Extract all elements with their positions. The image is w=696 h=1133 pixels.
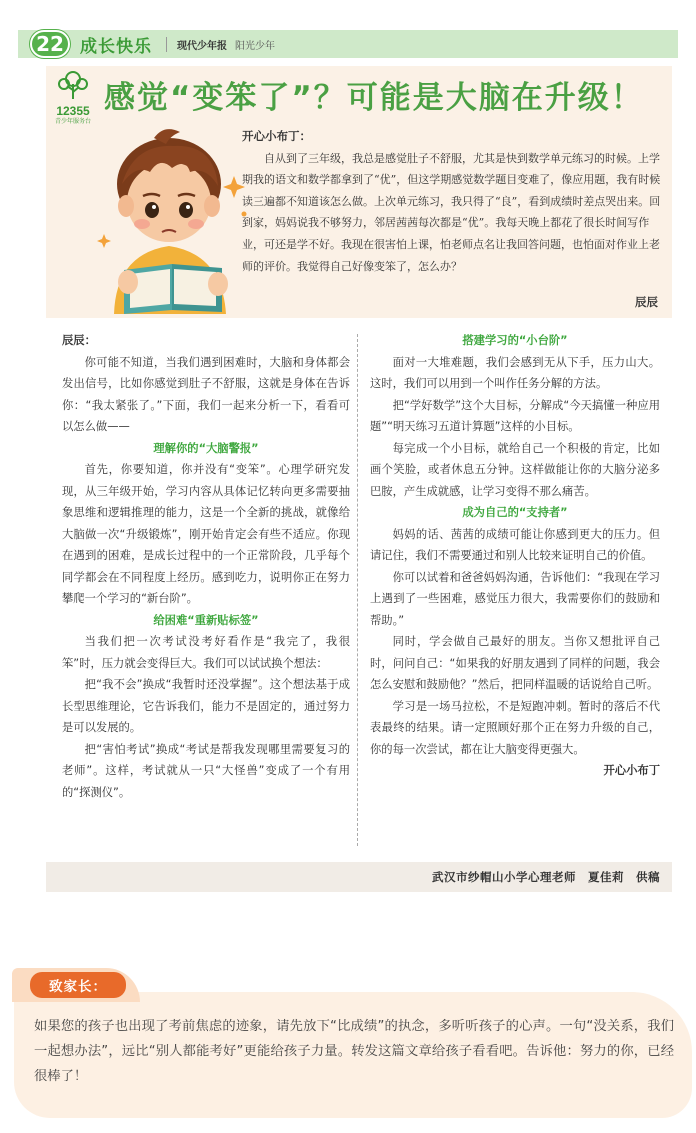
article-signature: 开心小布丁: [603, 764, 660, 777]
letter-box: [46, 66, 672, 318]
paper-name: 现代少年报: [166, 37, 227, 52]
paragraph: 面对一大堆难题，我们会感到无从下手，压力山大。这时，我们可以用到一个叫作任务分解的方法。: [370, 355, 660, 390]
author-credit: 武汉市纱帽山小学心理老师 夏佳莉 供稿: [46, 862, 672, 892]
paragraph: 把“我不会”换成“我暂时还没掌握”。这个想法基于成长型思维理论，它告诉我们，能力不是固定的，通过努力是可以发展的。: [62, 678, 350, 734]
letter-salutation: 开心小布丁：: [242, 129, 311, 143]
parent-note-label: 致家长：: [30, 972, 126, 998]
sub-heading: 给困难“重新贴标签”: [153, 613, 259, 627]
paragraph: 学习是一场马拉松，不是短跑冲刺。暂时的落后不代表最终的结果。请一定照顾好那个正在努力升级的自己，你的每一次尝试，都在让大脑变得更强大。: [370, 699, 660, 756]
article-left-column: [62, 330, 350, 803]
paragraph: 同时，学会做自己最好的朋友。当你又想批评自己时，问问自己：“如果我的好朋友遇到了同样的问题，我会怎么安慰和鼓励他？”然后，把同样温暖的话说给自己听。: [370, 635, 660, 691]
paragraph: 首先，你要知道，你并没有“变笨”。心理学研究发现，从三年级开始，学习内容从具体记忆转向更多需要抽象思维和逻辑推理的能力，这是一个全新的挑战，就像给大脑做一次“升级锻炼”，刚开始肯定会有些不适应。你现在遇到的困难，是成长过程中的一个正常阶段，几乎每个同学都会在不同程度上经历。感到吃力，说明你正在努力攀爬一个学习的“新台阶”。: [62, 463, 350, 605]
logo-subtitle: 青少年服务台: [54, 118, 91, 125]
logo: [50, 70, 96, 130]
paragraph: 每完成一个小目标，就给自己一个积极的肯定，比如画个笑脸，或者休息五分钟。这样做能让你的大脑分泌多巴胺，产生成就感，让学习变得不那么痛苦。: [370, 441, 660, 498]
section-name: 成长快乐: [80, 36, 152, 57]
sub-heading: 搭建学习的“小台阶”: [462, 334, 568, 347]
paper-column: 阳光少年: [235, 40, 275, 52]
letter-text: [242, 126, 662, 277]
paragraph: 你可以试着和爸爸妈妈沟通，告诉他们：“我现在学习上遇到了一些困难，感觉压力很大，我需要你们的鼓励和帮助。”: [370, 570, 660, 627]
sub-heading: 成为自己的“支持者”: [462, 506, 568, 519]
page-title: 感觉“变笨了”？可能是大脑在升级！: [104, 80, 644, 116]
column-divider: [357, 334, 358, 846]
paragraph: 妈妈的话、茜茜的成绩可能让你感到更大的压力。但请记住，我们不需要通过和别人比较来证明自己的价值。: [370, 527, 660, 562]
tree-icon: [55, 70, 91, 100]
paragraph: 把“学好数学”这个大目标，分解成“今天搞懂一种应用题”“明天练习五道计算题”这样的小目标。: [370, 398, 660, 433]
header-band: [18, 30, 678, 58]
logo-number: 12355: [56, 104, 90, 118]
sub-heading: 理解你的“大脑警报”: [153, 441, 259, 455]
paragraph: 当我们把一次考试没考好看作是“我完了，我很笨”时，压力就会变得巨大。我们可以试试换个想法：: [62, 635, 350, 670]
paragraph: 你可能不知道，当我们遇到困难时，大脑和身体都会发出信号，比如你感觉到肚子不舒服，这就是身体在告诉你：“我太紧张了。”下面，我们一起来分析一下，看看可以怎么做——: [62, 355, 350, 433]
paragraph: 把“害怕考试”换成“考试是帮我发现哪里需要复习的老师”。这样，考试就从一只“大怪兽”变成了一个有用的“探测仪”。: [62, 742, 350, 799]
article-greeting: 辰辰：: [62, 334, 96, 347]
parent-note-text: 如果您的孩子也出现了考前焦虑的迹象，请先放下“比成绩”的执念，多听听孩子的心声。一句“没关系，我们一起想办法”，远比“别人都能考好”更能给孩子力量。转发这篇文章给孩子看看吧。告诉他：努力的你，已经很棒了！: [34, 1019, 674, 1084]
letter-signature: 辰辰: [635, 295, 658, 309]
article-right-column: [370, 330, 660, 782]
letter-body: 自从到了三年级，我总是感觉肚子不舒服，尤其是快到数学单元练习的时候。上学期我的语文和数学都拿到了“优”，但这学期感觉数学题目变难了，像应用题，我有时候读三遍都不知道该怎么做。上次单元练习，我只得了“良”，看到成绩时差点哭出来。回到家，妈妈说我不够努力，邻居茜茜每次都是“优”。我每天晚上都花了很长时间写作业，可还是学不好。我现在很害怕上课，怕老师点名让我回答问题，也怕面对作业上老师的评价。我觉得自己好像变笨了，怎么办？: [242, 151, 661, 273]
page-number: 22: [30, 30, 70, 58]
